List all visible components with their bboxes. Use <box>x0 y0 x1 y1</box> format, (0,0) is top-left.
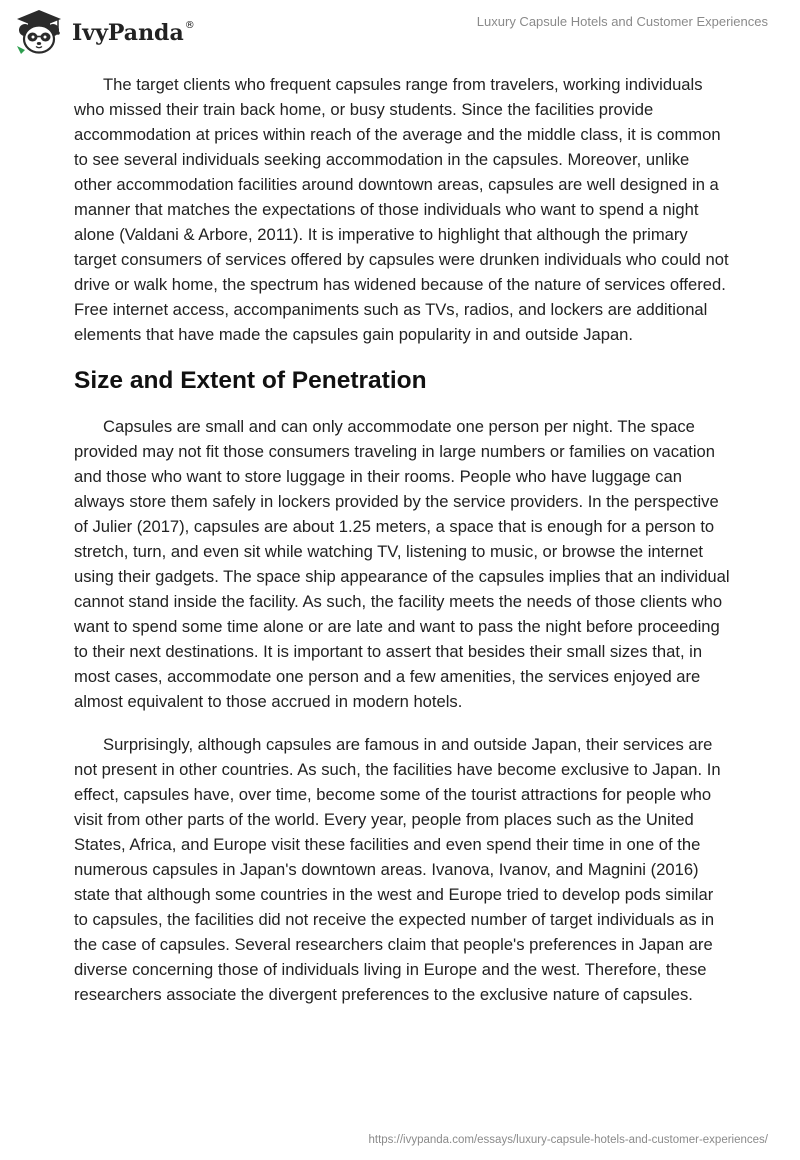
brand-name-text: IvyPanda <box>72 20 184 46</box>
source-url[interactable]: https://ivypanda.com/essays/luxury-capsule-hotels-and-customer-experiences/ <box>368 1134 768 1146</box>
ivypanda-logo[interactable] <box>14 8 195 56</box>
essay-content <box>74 72 730 1025</box>
paragraph: Surprisingly, although capsules are famous in and outside Japan, their services are not present in other countries. As such, the facilities have become exclusive to Japan. In effect, capsules have, over time, become some of the tourist attractions for people who visit from other parts of the world. Every year, people from places such as the United States, Africa, and Europe visit these facilities and even spend their time in one of the numerous capsules in Japan's downtown areas. Ivanova, Ivanov, and Magnini (2016) state that although some countries in the west and Europe tried to develop pods similar to capsules, the facilities did not receive the expected number of target individuals as in the case of capsules. Several researchers claim that people's preferences in Japan are diverse concerning those of individuals living in Europe and the west. Therefore, these researchers associate the divergent preferences to the exclusive nature of capsules. <box>74 735 721 1004</box>
section-heading: Size and Extent of Penetration <box>74 367 427 394</box>
brand-name <box>72 20 195 46</box>
page-header <box>0 0 800 62</box>
document-title: Luxury Capsule Hotels and Customer Experiences <box>476 14 768 29</box>
paragraph: The target clients who frequent capsules range from travelers, working individuals who missed their train back home, or busy students. Since the facilities provide accommodation at prices within reach of the average and the middle class, it is common to see several individuals seeking accommodation in the capsules. Moreover, unlike other accommodation facilities around downtown areas, capsules are well designed in a manner that matches the expectations of those individuals who want to spend a night alone (Valdani & Arbore, 2011). It is imperative to highlight that although the primary target consumers of services offered by capsules were drunken individuals who could not drive or walk home, the spectrum has widened because of the nature of services offered. Free internet access, accompaniments such as TVs, radios, and lockers are additional elements that have made the capsules gain popularity in and outside Japan. <box>74 75 729 344</box>
paragraph: Capsules are small and can only accommodate one person per night. The space provided may not fit those consumers traveling in large numbers or families on vacation and those who want to store luggage in their rooms. People who have luggage can always store them safely in lockers provided by the service providers. In the perspective of Julier (2017), capsules are about 1.25 meters, a space that is enough for a person to stretch, turn, and even sit while watching TV, listening to music, or browse the internet using their gadgets. The space ship appearance of the capsules implies that an individual cannot stand inside the facility. As such, the facility meets the needs of those clients who want to spend some time alone or are late and want to pass the night before proceeding to their next destinations. It is important to assert that besides their small sizes that, in most cases, accommodate one person and a few amenities, the services enjoyed are almost equivalent to those accrued in modern hotels. <box>74 417 730 711</box>
panda-graduation-icon <box>14 8 64 56</box>
registered-mark: ® <box>184 19 195 31</box>
